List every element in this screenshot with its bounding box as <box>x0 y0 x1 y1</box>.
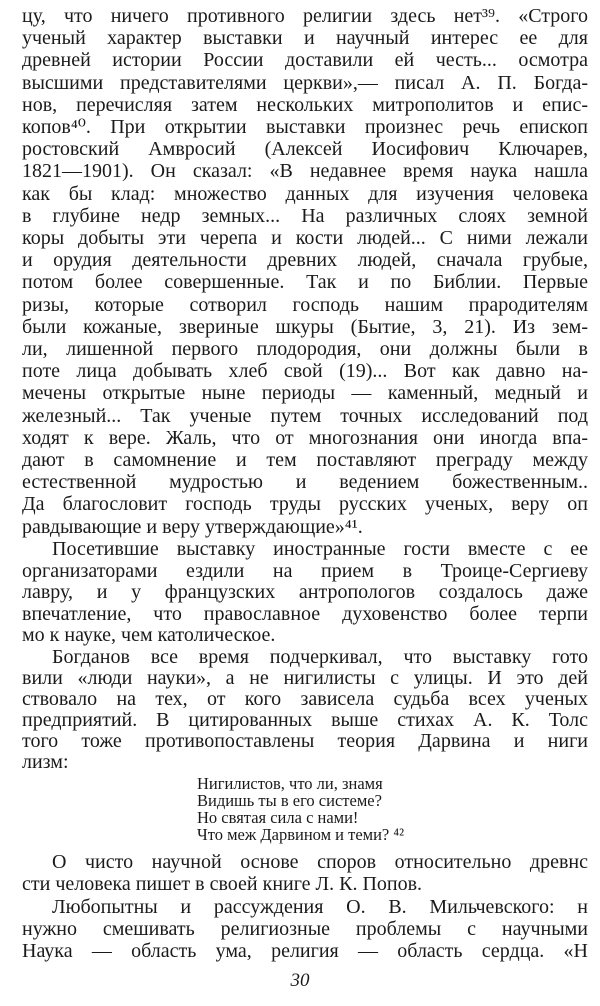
text-line: сти человека пишет в своей книге Л. К. Попов. <box>22 873 423 895</box>
text-line: Посетившие выставку иностранные гости вместе с ее <box>52 538 588 560</box>
text-line: Да благословит господь труды русских ученых, веру оп <box>22 493 588 516</box>
poem-line: Видишь ты в его системе? <box>197 791 382 810</box>
text-line: лизм: <box>22 751 69 773</box>
text-line: и орудия деятельности древних людей, сначала грубые, <box>22 249 588 272</box>
text-line: 1821—1901). Он сказал: «В недавнее время наука нашла <box>22 160 588 183</box>
text-line: Богданов все время подчеркивал, что выставку гото <box>52 646 588 668</box>
text-line: Наука — область ума, религия — область сердца. «Н <box>22 940 588 962</box>
text-line: равдывающие и веру утверждающие»⁴¹. <box>22 515 363 538</box>
text-line: Любопытны и рассуждения О. В. Мильчевского: н <box>52 896 588 918</box>
text-line: потом более совершенные. Так и по Библии. Первые <box>22 271 588 294</box>
text-line: мо к науке, чем католическое. <box>22 624 276 647</box>
text-line: коры добыты эти черепа и кости людей... С ними лежали <box>22 227 588 249</box>
text-line: нов, перечисляя затем нескольких митрополитов и епис- <box>22 93 588 116</box>
text-line: ростовский Амвросий (Алексей Иосифович Ключарев, <box>22 138 588 161</box>
text-line: в глубине недр земных... На различных слоях земной <box>22 204 588 227</box>
text-line: предприятий. В цитированных выше стихах А. К. Толс <box>22 709 588 731</box>
text-line: копов⁴⁰. При открытии выставки произнес речь епископ <box>22 116 588 138</box>
poem-line: Нигилистов, что ли, знамя <box>197 774 383 793</box>
text-line: вили «люди науки», а не нигилисты с улицы. И это дей <box>22 667 588 689</box>
poem-line: Но святая сила с нами! <box>197 808 359 827</box>
text-line: О чисто научной основе споров относительно древнс <box>52 851 588 873</box>
text-line: железный... Так ученые путем точных исследований под <box>22 404 588 427</box>
text-line: ученый характер выставки и научный интерес ее для <box>22 27 588 50</box>
text-line: были кожаные, звериные шкуры (Бытие, 3, 21). Из зем- <box>22 315 588 338</box>
text-line: ходят к вере. Жаль, что от многознания они иногда впа- <box>22 426 588 449</box>
page-number: 30 <box>290 970 310 991</box>
text-line: дают в самомнение и тем поставляют преграду между <box>22 449 588 471</box>
text-line: ли, лишенной первого плодородия, они должны были в <box>22 338 588 360</box>
text-line: естественной мудростью и ведением божественным.. <box>22 471 588 494</box>
text-line: высшими представителями церкви»,— писал А. П. Богда- <box>22 71 588 94</box>
text-line: ствовало на тех, от кого зависела судьба всех ученых <box>22 688 588 710</box>
text-line: древней истории России доставили ей честь... осмотра <box>22 49 588 72</box>
text-line: того тоже противопоставлены теория Дарвина и ниги <box>22 730 588 752</box>
text-line: организаторами ездили на прием в Троице-Сергиеву <box>22 559 588 582</box>
text-line: поте лица добывать хлеб свой (19)... Вот как давно на- <box>22 360 588 383</box>
text-line: ризы, которые сотворил господь нашим прародителям <box>22 293 588 316</box>
poem-line: Что меж Дарвином и теми? ⁴² <box>197 825 405 844</box>
text-line: мечены открытые ныне периоды — каменный, медный и <box>22 382 588 405</box>
text-line: цу, что ничего противного религии здесь нет³⁹. «Строго <box>22 5 588 27</box>
text-line: лавру, и у французских антропологов создалось даже <box>22 581 588 604</box>
text-line: как бы клад: множество данных для изучения человека <box>22 182 588 205</box>
text-line: нужно смешивать религиозные проблемы с научными <box>22 918 588 940</box>
text-line: впечатление, что православное духовенство более терпи <box>22 602 588 625</box>
